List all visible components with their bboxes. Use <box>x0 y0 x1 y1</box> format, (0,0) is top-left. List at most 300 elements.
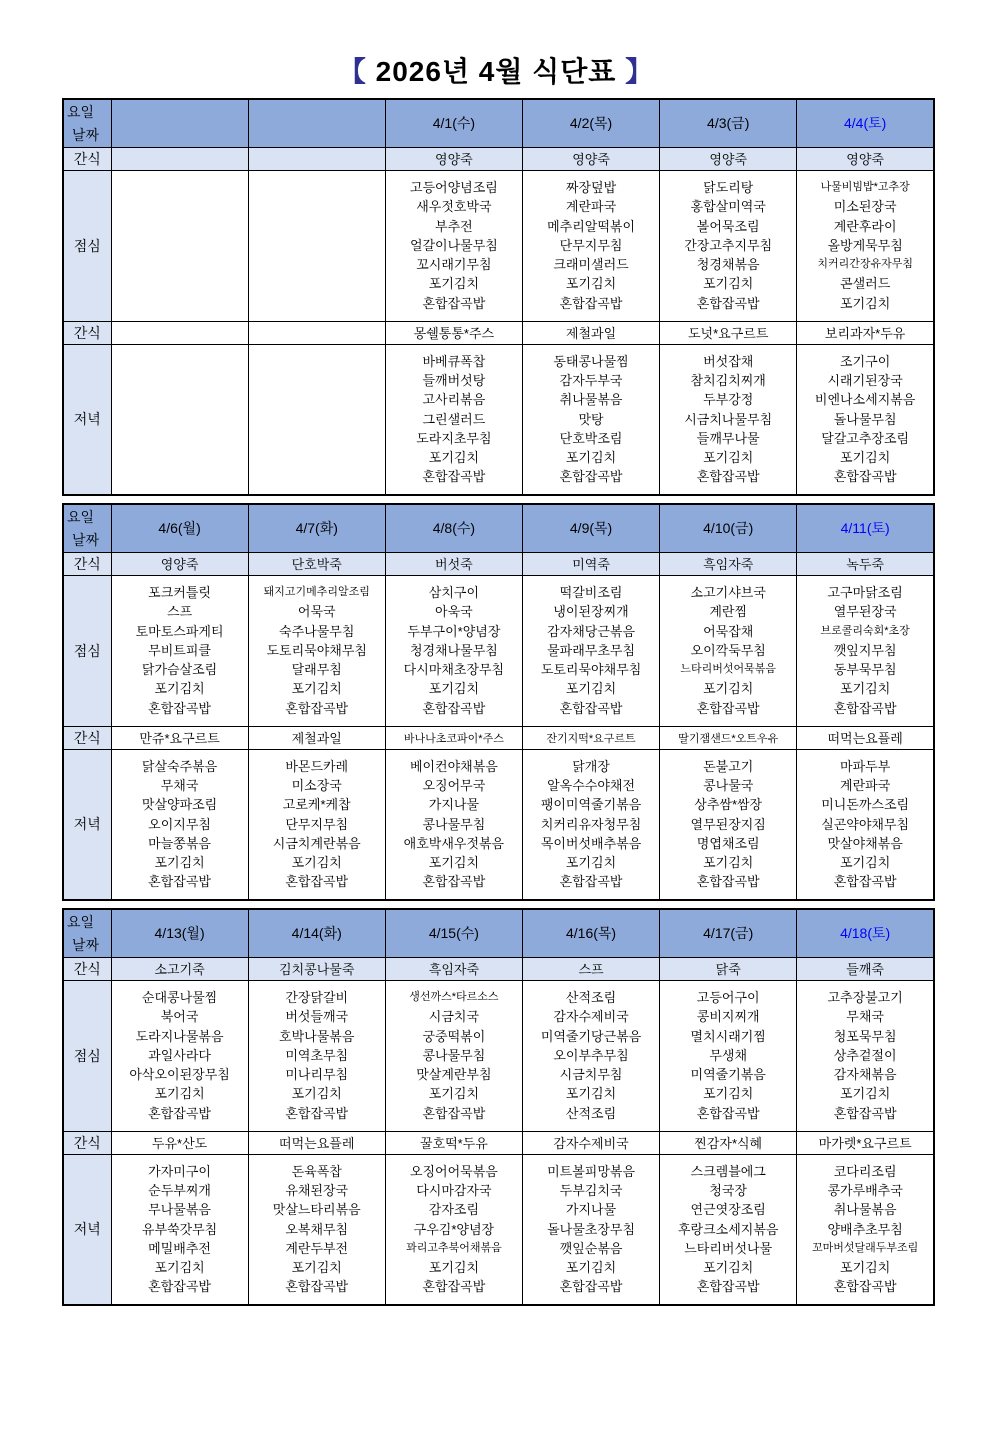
snack-cell <box>797 321 934 344</box>
menu-item: 미소장국 <box>291 778 342 793</box>
menu-cell <box>797 170 934 321</box>
menu-item: 들깨버섯탕 <box>422 373 486 388</box>
menu-item: 포기김치 <box>565 1260 617 1276</box>
snack-value: 만쥬*요구르트 <box>139 731 220 746</box>
snack-value: 영양죽 <box>160 557 199 572</box>
snack-cell <box>660 1131 797 1154</box>
snack-value: 흑임자죽 <box>703 557 754 572</box>
menu-item: 혼합잡곡밥 <box>833 469 897 485</box>
menu-item: 두부구이*양념장 <box>407 623 501 639</box>
date-cell: 4/4(토) <box>797 99 934 147</box>
snack-cell <box>111 957 248 980</box>
menu-item: 미역줄기볶음 <box>690 1067 766 1083</box>
menu-cell <box>385 1154 522 1305</box>
row-label-snack: 간식 <box>63 321 111 344</box>
menu-item: 포기김치 <box>291 855 342 871</box>
menu-item: 혼합잡곡밥 <box>559 469 623 485</box>
menu-item: 혼합잡곡밥 <box>285 700 349 716</box>
afternoon-snack-row <box>63 321 934 344</box>
menu-item: 닭가슴살조림 <box>141 662 218 678</box>
menu-item: 포기김치 <box>703 450 754 466</box>
snack-cell <box>248 552 385 575</box>
menu-item: 꼬마버섯달래두부조림 <box>812 1241 919 1254</box>
snack-cell <box>385 321 522 344</box>
date-cell <box>111 99 248 147</box>
snack-value: 영양죽 <box>572 152 610 167</box>
menu-item: 계란후라이 <box>833 218 897 234</box>
week-table-2 <box>62 503 935 901</box>
menu-item: 혼합잡곡밥 <box>833 700 897 716</box>
menu-cell <box>660 344 797 495</box>
snack-value: 영양죽 <box>435 152 473 167</box>
menu-item: 돌나물무침 <box>833 411 897 427</box>
menu-item: 알옥수수야채전 <box>547 778 635 793</box>
dinner-row <box>63 1154 934 1305</box>
snack-cell <box>111 147 248 170</box>
menu-item: 순두부찌개 <box>148 1183 211 1198</box>
menu-item: 가자미구이 <box>148 1163 211 1179</box>
title-text: 2026년 4월 식단표 <box>375 56 617 87</box>
snack-cell <box>660 957 797 980</box>
menu-item: 감자조림 <box>428 1202 479 1218</box>
snack-cell <box>797 726 934 749</box>
snack-cell <box>522 726 659 749</box>
row-label-snack: 간식 <box>63 726 111 749</box>
menu-item: 어묵국 <box>297 604 336 620</box>
menu-item: 멸치시래기찜 <box>690 1028 766 1044</box>
menu-cell <box>111 980 248 1131</box>
menu-cell <box>797 344 934 495</box>
menu-item: 애호박새우젓볶음 <box>403 835 505 851</box>
menu-item: 스프 <box>167 604 193 620</box>
menu-item: 냉이된장찌개 <box>553 604 629 620</box>
menu-item: 계란파국 <box>565 199 617 215</box>
snack-value: 버섯죽 <box>435 557 473 572</box>
menu-item: 새우젓호박국 <box>416 199 492 215</box>
menu-item: 실곤약야채무침 <box>821 816 910 832</box>
day-date-corner <box>63 99 111 147</box>
row-label-snack: 간식 <box>63 147 111 170</box>
menu-item: 포기김치 <box>565 681 617 697</box>
week-table-1 <box>62 98 935 496</box>
menu-item: 도토리묵야채무침 <box>540 662 642 678</box>
menu-item: 유부쑥갓무침 <box>141 1221 218 1237</box>
menu-cell <box>111 749 248 900</box>
menu-item: 도토리묵야채무침 <box>266 642 367 658</box>
menu-item: 포기김치 <box>291 681 342 697</box>
menu-item: 떡갈비조림 <box>559 584 623 600</box>
menu-item: 삼치구이 <box>428 584 479 600</box>
menu-item: 소고기샤브국 <box>690 584 766 600</box>
menu-item: 동태콩나물찜 <box>553 353 629 369</box>
menu-item: 청경채볶음 <box>696 257 760 273</box>
date-label: 날짜 <box>72 936 100 953</box>
menu-item: 혼합잡곡밥 <box>285 1105 349 1121</box>
menu-item: 포기김치 <box>428 855 479 871</box>
menu-item: 고로케*케찹 <box>282 797 351 813</box>
date-cell: 4/1(수) <box>385 99 522 147</box>
snack-value: 바나나초코파이*주스 <box>403 732 504 745</box>
menu-item: 돌나물초장무침 <box>547 1221 635 1237</box>
menu-item: 오징어무국 <box>422 778 486 793</box>
menu-item: 포기김치 <box>703 1086 754 1102</box>
menu-item: 무비트피클 <box>148 642 211 658</box>
menu-item: 감자채볶음 <box>833 1067 897 1083</box>
menu-item: 마늘쫑볶음 <box>148 835 211 851</box>
snack-value: 영양죽 <box>846 152 884 167</box>
menu-item: 포기김치 <box>428 1260 479 1276</box>
dinner-row <box>63 344 934 495</box>
date-label: 날짜 <box>72 531 100 548</box>
menu-item: 양배추초무침 <box>827 1221 903 1237</box>
snack-cell <box>660 147 797 170</box>
menu-item: 계란찜 <box>709 604 748 620</box>
menu-item: 포기김치 <box>291 1086 342 1102</box>
date-cell: 4/3(금) <box>660 99 797 147</box>
row-label-dinner: 저녁 <box>63 1154 111 1305</box>
day-label: 요일 <box>67 914 95 930</box>
snack-cell <box>522 147 659 170</box>
menu-item: 포기김치 <box>428 276 479 292</box>
date-cell: 4/14(화) <box>248 909 385 957</box>
menu-item: 맛살양파조림 <box>141 797 218 813</box>
menu-item: 고구마닭조림 <box>827 584 903 600</box>
menu-cell <box>111 575 248 726</box>
menu-item: 참치김치찌개 <box>690 373 766 388</box>
date-cell: 4/8(수) <box>385 504 522 552</box>
row-label-snack: 간식 <box>63 957 111 980</box>
title-close-bracket: 】 <box>625 56 655 87</box>
menu-cell <box>385 980 522 1131</box>
snack-cell <box>522 321 659 344</box>
snack-value: 꿀호떡*두유 <box>419 1136 488 1151</box>
menu-cell <box>111 1154 248 1305</box>
menu-item: 혼합잡곡밥 <box>696 700 760 716</box>
menu-item: 연근엿장조림 <box>690 1202 766 1218</box>
snack-cell <box>248 957 385 980</box>
snack-cell <box>248 726 385 749</box>
snack-value: 녹두죽 <box>846 557 884 572</box>
menu-item: 메밀배추전 <box>148 1240 211 1256</box>
snack-cell <box>248 147 385 170</box>
menu-cell <box>248 1154 385 1305</box>
menu-item: 취나물볶음 <box>833 1202 897 1218</box>
menu-item: 포기김치 <box>154 1260 205 1276</box>
snack-cell <box>385 1131 522 1154</box>
row-label-lunch: 점심 <box>63 575 111 726</box>
menu-item: 호박나물볶음 <box>279 1028 355 1044</box>
menu-item: 단무지무침 <box>559 237 623 253</box>
menu-item: 아욱국 <box>435 604 473 620</box>
menu-item: 포기김치 <box>565 855 617 871</box>
menu-item: 돈육폭찹 <box>291 1163 342 1179</box>
menu-item: 바베큐폭찹 <box>422 353 486 369</box>
snack-cell <box>248 321 385 344</box>
snack-value: 단호박죽 <box>291 557 342 572</box>
date-header-row <box>63 504 934 552</box>
menu-item: 산적조림 <box>565 1105 617 1121</box>
menu-item: 혼합잡곡밥 <box>696 874 760 890</box>
menu-item: 두부강정 <box>703 392 754 408</box>
snack-value: 들깨죽 <box>846 962 884 977</box>
menu-item: 과일사라다 <box>148 1047 211 1063</box>
menu-item: 비엔나소세지볶음 <box>814 392 916 408</box>
menu-item: 혼합잡곡밥 <box>148 874 211 890</box>
menu-item: 포기김치 <box>428 450 479 466</box>
snack-cell <box>797 1131 934 1154</box>
menu-item: 올방게묵무침 <box>827 237 903 253</box>
menu-item: 혼합잡곡밥 <box>285 874 349 890</box>
date-cell: 4/2(목) <box>522 99 659 147</box>
menu-item: 포기김치 <box>703 1260 754 1276</box>
menu-cell <box>111 170 248 321</box>
menu-cell <box>248 170 385 321</box>
menu-item: 오징어어묵볶음 <box>409 1163 498 1179</box>
menu-item: 나물비빔밥*고추장 <box>820 180 910 193</box>
menu-item: 포기김치 <box>428 681 479 697</box>
date-cell: 4/16(목) <box>522 909 659 957</box>
menu-cell <box>522 749 659 900</box>
menu-item: 조기구이 <box>840 353 891 369</box>
menu-item: 포기김치 <box>154 1086 205 1102</box>
menu-cell <box>660 1154 797 1305</box>
title-open-bracket: 【 <box>337 56 367 87</box>
snack-cell <box>797 957 934 980</box>
menu-item: 메추리알떡볶이 <box>547 218 635 234</box>
snack-cell <box>660 552 797 575</box>
menu-item: 혼합잡곡밥 <box>422 469 486 485</box>
menu-item: 어묵잡채 <box>703 623 754 639</box>
menu-item: 얼갈이나물무침 <box>409 237 498 253</box>
menu-item: 느타리버섯어묵볶음 <box>680 663 777 676</box>
menu-item: 계란파국 <box>840 778 891 793</box>
menu-item: 홍합살미역국 <box>690 199 766 215</box>
menu-item: 그린샐러드 <box>422 411 486 427</box>
menu-item: 궁중떡볶이 <box>422 1028 486 1044</box>
menu-cell <box>660 980 797 1131</box>
menu-item: 닭개장 <box>572 758 610 774</box>
menu-item: 무나물볶음 <box>148 1202 211 1218</box>
menu-cell <box>522 1154 659 1305</box>
menu-item: 고등어구이 <box>696 989 760 1005</box>
menu-item: 콩나물무침 <box>422 816 486 832</box>
menu-item: 포기김치 <box>703 276 754 292</box>
menu-item: 혼합잡곡밥 <box>148 700 211 716</box>
menu-item: 시금치계란볶음 <box>272 835 361 851</box>
menu-cell <box>797 749 934 900</box>
snack-value: 스프 <box>578 962 604 977</box>
menu-item: 콩나물국 <box>703 778 754 793</box>
menu-item: 고등어양념조림 <box>409 179 498 195</box>
menu-cell <box>248 344 385 495</box>
menu-item: 짜장덮밥 <box>565 179 617 195</box>
menu-item: 가지나물 <box>428 797 479 813</box>
menu-item: 도라지초무침 <box>416 430 492 446</box>
menu-item: 다시마감자국 <box>416 1183 492 1198</box>
menu-cell <box>522 344 659 495</box>
snack-value: 감자수제비국 <box>553 1136 629 1151</box>
snack-cell <box>111 1131 248 1154</box>
menu-item: 콩가루배추국 <box>827 1183 903 1198</box>
menu-item: 포기김치 <box>291 1260 342 1276</box>
menu-item: 오이깍둑무침 <box>690 642 766 658</box>
menu-item: 바몬드카레 <box>285 758 349 774</box>
snack-cell <box>797 552 934 575</box>
lunch-row <box>63 170 934 321</box>
menu-item: 포기김치 <box>840 1086 891 1102</box>
snack-value: 닭죽 <box>715 962 741 977</box>
menu-item: 고사리볶음 <box>422 392 486 408</box>
page-title <box>0 50 992 90</box>
date-cell: 4/10(금) <box>660 504 797 552</box>
snack-value: 딸기잼샌드*오트우유 <box>678 732 779 745</box>
snack-cell <box>797 147 934 170</box>
menu-item: 청포묵무침 <box>833 1028 897 1044</box>
menu-cell <box>385 170 522 321</box>
menu-item: 청경채나물무침 <box>409 642 498 658</box>
date-cell: 4/7(화) <box>248 504 385 552</box>
menu-item: 포기김치 <box>840 1260 891 1276</box>
menu-cell <box>797 1154 934 1305</box>
menu-item: 혼합잡곡밥 <box>696 1279 760 1295</box>
snack-value: 도넛*요구르트 <box>687 326 769 341</box>
menu-item: 혼합잡곡밥 <box>148 1105 211 1121</box>
menu-item: 스크렘블에그 <box>690 1163 766 1179</box>
row-label-dinner: 저녁 <box>63 749 111 900</box>
menu-item: 마파두부 <box>840 758 891 774</box>
menu-item: 팽이미역줄기볶음 <box>540 797 642 813</box>
snack-value: 소고기죽 <box>154 962 205 977</box>
menu-item: 다시마채초장무침 <box>403 662 505 678</box>
menu-item: 미니돈까스조림 <box>821 797 910 813</box>
snack-value: 보리과자*두유 <box>824 326 906 341</box>
menu-item: 혼합잡곡밥 <box>696 469 760 485</box>
week-table-3 <box>62 908 935 1306</box>
menu-item: 산적조림 <box>565 989 617 1005</box>
menu-item: 포기김치 <box>565 450 617 466</box>
snack-cell <box>111 321 248 344</box>
menu-item: 간장고추지무침 <box>684 237 773 253</box>
menu-item: 아삭오이된장무침 <box>129 1067 230 1083</box>
morning-snack-row <box>63 552 934 575</box>
menu-item: 도라지나물볶음 <box>135 1028 224 1044</box>
menu-item: 포기김치 <box>703 681 754 697</box>
menu-item: 혼합잡곡밥 <box>833 874 897 890</box>
menu-cell <box>797 575 934 726</box>
snack-cell <box>522 957 659 980</box>
day-label: 요일 <box>67 104 95 120</box>
snack-value: 제철과일 <box>565 326 617 341</box>
menu-item: 무생채 <box>709 1047 748 1063</box>
menu-item: 포기김치 <box>840 681 891 697</box>
menu-item: 시금치국 <box>428 1009 479 1025</box>
menu-item: 무채국 <box>160 778 199 793</box>
snack-value: 마가렛*요구르트 <box>818 1136 912 1151</box>
menu-item: 크래미샐러드 <box>553 257 629 273</box>
menu-cell <box>248 575 385 726</box>
menu-item: 미소된장국 <box>833 199 897 215</box>
menu-item: 혼합잡곡밥 <box>696 295 760 311</box>
menu-item: 혼합잡곡밥 <box>422 1105 486 1121</box>
afternoon-snack-row <box>63 1131 934 1154</box>
date-cell: 4/13(월) <box>111 909 248 957</box>
menu-cell <box>385 749 522 900</box>
menu-item: 청국장 <box>709 1183 748 1198</box>
menu-item: 미나리무침 <box>285 1067 349 1083</box>
menu-item: 맛살야채볶음 <box>827 835 903 851</box>
snack-cell <box>522 552 659 575</box>
menu-tables <box>62 98 992 1306</box>
menu-item: 혼합잡곡밥 <box>285 1279 349 1295</box>
menu-item: 목이버섯배추볶음 <box>540 835 642 851</box>
menu-cell <box>522 980 659 1131</box>
menu-item: 미역초무침 <box>285 1047 349 1063</box>
menu-item: 포기김치 <box>703 855 754 871</box>
menu-item: 치커리유자청무침 <box>540 816 642 832</box>
menu-item: 혼합잡곡밥 <box>422 295 486 311</box>
date-cell: 4/6(월) <box>111 504 248 552</box>
menu-item: 두부김치국 <box>559 1183 623 1198</box>
menu-item: 시래기된장국 <box>827 373 903 388</box>
menu-item: 포크커틀릿 <box>148 584 211 600</box>
menu-item: 볼어묵조림 <box>696 218 760 234</box>
menu-cell <box>111 344 248 495</box>
menu-item: 브로콜리숙회*초장 <box>820 624 910 637</box>
date-cell <box>248 99 385 147</box>
menu-item: 혼합잡곡밥 <box>833 1105 897 1121</box>
snack-value: 떠먹는요플레 <box>827 731 903 746</box>
snack-cell <box>385 147 522 170</box>
menu-item: 꽈리고추북어채볶음 <box>406 1241 502 1254</box>
menu-item: 닭살숙주볶음 <box>141 758 218 774</box>
menu-item: 돼지고기메추리알조림 <box>263 585 370 598</box>
menu-item: 느타리버섯나물 <box>684 1240 773 1256</box>
menu-item: 베이컨야채볶음 <box>409 758 498 774</box>
menu-item: 계란두부전 <box>285 1240 349 1256</box>
afternoon-snack-row <box>63 726 934 749</box>
menu-item: 콩나물무침 <box>422 1047 486 1063</box>
snack-cell <box>660 726 797 749</box>
lunch-row <box>63 980 934 1131</box>
menu-item: 무채국 <box>846 1009 884 1025</box>
menu-item: 꼬시래기무침 <box>416 257 492 273</box>
menu-item: 고추장불고기 <box>827 989 903 1005</box>
menu-item: 코다리조림 <box>833 1163 897 1179</box>
menu-item: 혼합잡곡밥 <box>422 874 486 890</box>
menu-item: 맛살계란부침 <box>416 1067 492 1083</box>
date-cell: 4/18(토) <box>797 909 934 957</box>
row-label-lunch: 점심 <box>63 980 111 1131</box>
menu-item: 명엽채조림 <box>696 835 760 851</box>
menu-item: 혼합잡곡밥 <box>559 295 623 311</box>
menu-item: 포기김치 <box>840 855 891 871</box>
menu-item: 열무된장지짐 <box>690 816 766 832</box>
menu-item: 혼합잡곡밥 <box>148 1279 211 1295</box>
menu-cell <box>797 980 934 1131</box>
day-date-corner <box>63 504 111 552</box>
menu-item: 혼합잡곡밥 <box>559 1279 623 1295</box>
menu-item: 깻잎지무침 <box>833 642 897 658</box>
menu-item: 순대콩나물찜 <box>141 989 218 1005</box>
snack-value: 몽쉘통통*주스 <box>413 326 495 341</box>
menu-item: 맛살느타리볶음 <box>272 1202 361 1218</box>
menu-item: 혼합잡곡밥 <box>422 1279 486 1295</box>
menu-item: 맛탕 <box>578 411 604 427</box>
menu-item: 상추겉절이 <box>833 1047 897 1063</box>
menu-item: 들깨무나물 <box>696 430 760 446</box>
menu-item: 시금치무침 <box>559 1067 623 1083</box>
menu-item: 가지나물 <box>565 1202 617 1218</box>
